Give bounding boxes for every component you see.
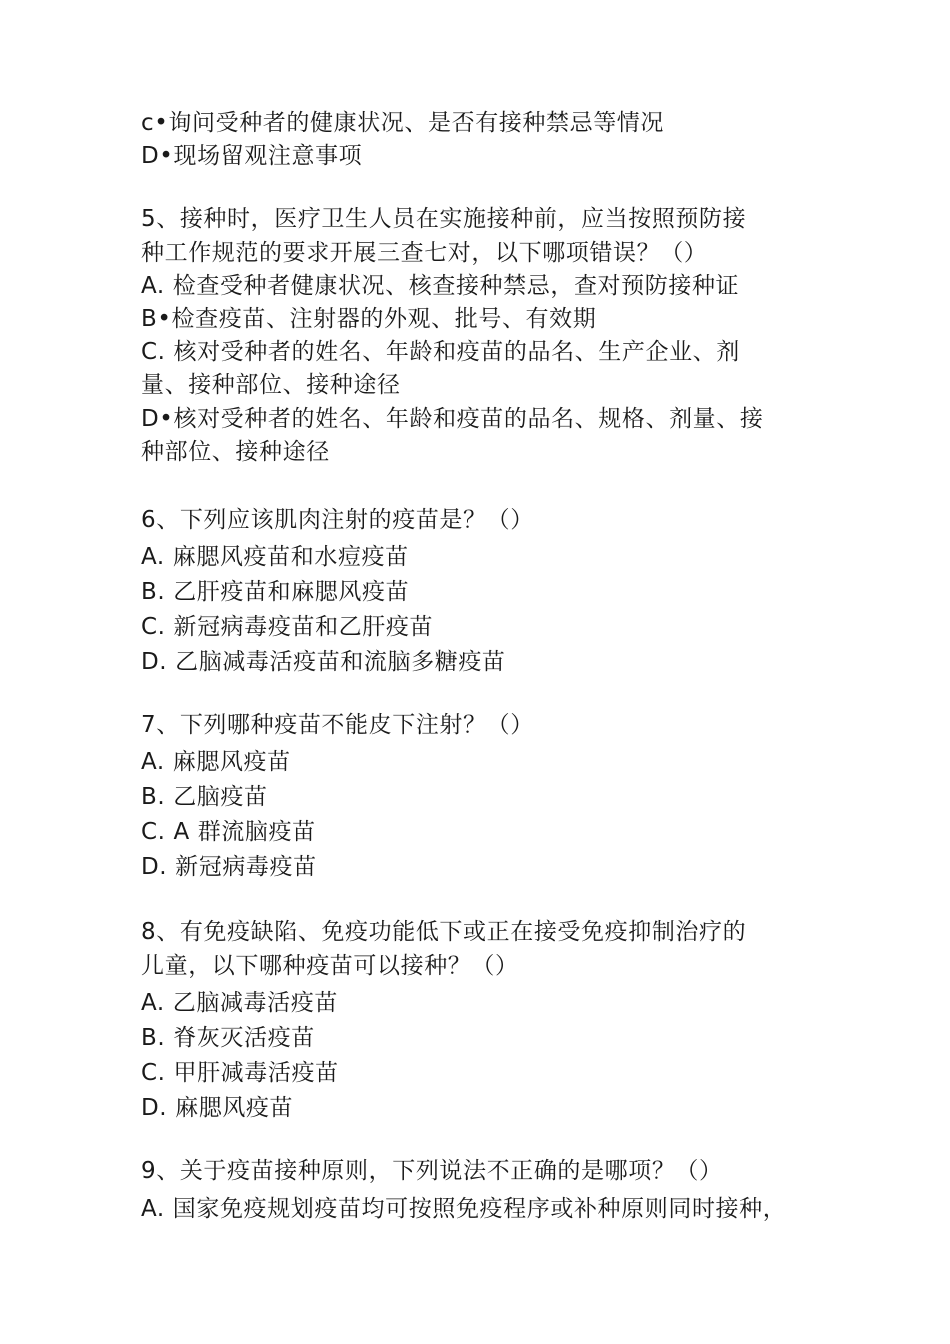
q7-option-d: D. 新冠病毒疫苗 [141,854,317,880]
q5-option-a: A. 检查受种者健康状况、核查接种禁忌，查对预防接种证 [141,273,740,299]
q4-option-d: D•现场留观注意事项 [141,143,363,169]
q9-option-a: A. 国家免疫规划疫苗均可按照免疫程序或补种原则同时接种， [141,1196,787,1222]
q7-option-b: B. 乙脑疫苗 [141,784,268,810]
q7-option-a: A. 麻腮风疫苗 [141,749,291,775]
q5-question-line-1: 5、接种时，医疗卫生人员在实施接种前，应当按照预防接 [141,206,747,232]
q6-option-c: C. 新冠病毒疫苗和乙肝疫苗 [141,614,434,640]
q5-option-c-line-1: C. 核对受种者的姓名、年龄和疫苗的品名、生产企业、剂 [141,339,740,365]
q6-option-d: D. 乙脑减毒活疫苗和流脑多糖疫苗 [141,649,506,675]
q5-question-line-2: 种工作规范的要求开展三查七对，以下哪项错误？（） [141,240,708,266]
q5-option-d-line-1: D•核对受种者的姓名、年龄和疫苗的品名、规格、剂量、接 [141,406,764,432]
q5-option-d-line-2: 种部位、接种途径 [141,439,330,465]
q6-option-b: B. 乙肝疫苗和麻腮风疫苗 [141,579,410,605]
q9-question: 9、关于疫苗接种原则，下列说法不正确的是哪项？（） [141,1158,723,1184]
q8-option-c: C. 甲肝减毒活疫苗 [141,1060,339,1086]
q4-option-c: c•询问受种者的健康状况、是否有接种禁忌等情况 [141,110,665,136]
q8-question-line-1: 8、有免疫缺陷、免疫功能低下或正在接受免疫抑制治疗的 [141,919,747,945]
q6-option-a: A. 麻腮风疫苗和水痘疫苗 [141,544,409,570]
q7-question: 7、下列哪种疫苗不能皮下注射？（） [141,712,534,738]
q8-option-a: A. 乙脑减毒活疫苗 [141,990,338,1016]
q8-question-line-2: 儿童，以下哪种疫苗可以接种？（） [141,953,519,979]
q8-option-d: D. 麻腮风疫苗 [141,1095,294,1121]
q5-option-b: B•检查疫苗、注射器的外观、批号、有效期 [141,306,597,332]
q8-option-b: B. 脊灰灭活疫苗 [141,1025,315,1051]
q7-option-c: C. A 群流脑疫苗 [141,819,316,845]
q6-question: 6、下列应该肌肉注射的疫苗是？（） [141,507,534,533]
q5-option-c-line-2: 量、接种部位、接种途径 [141,372,401,398]
